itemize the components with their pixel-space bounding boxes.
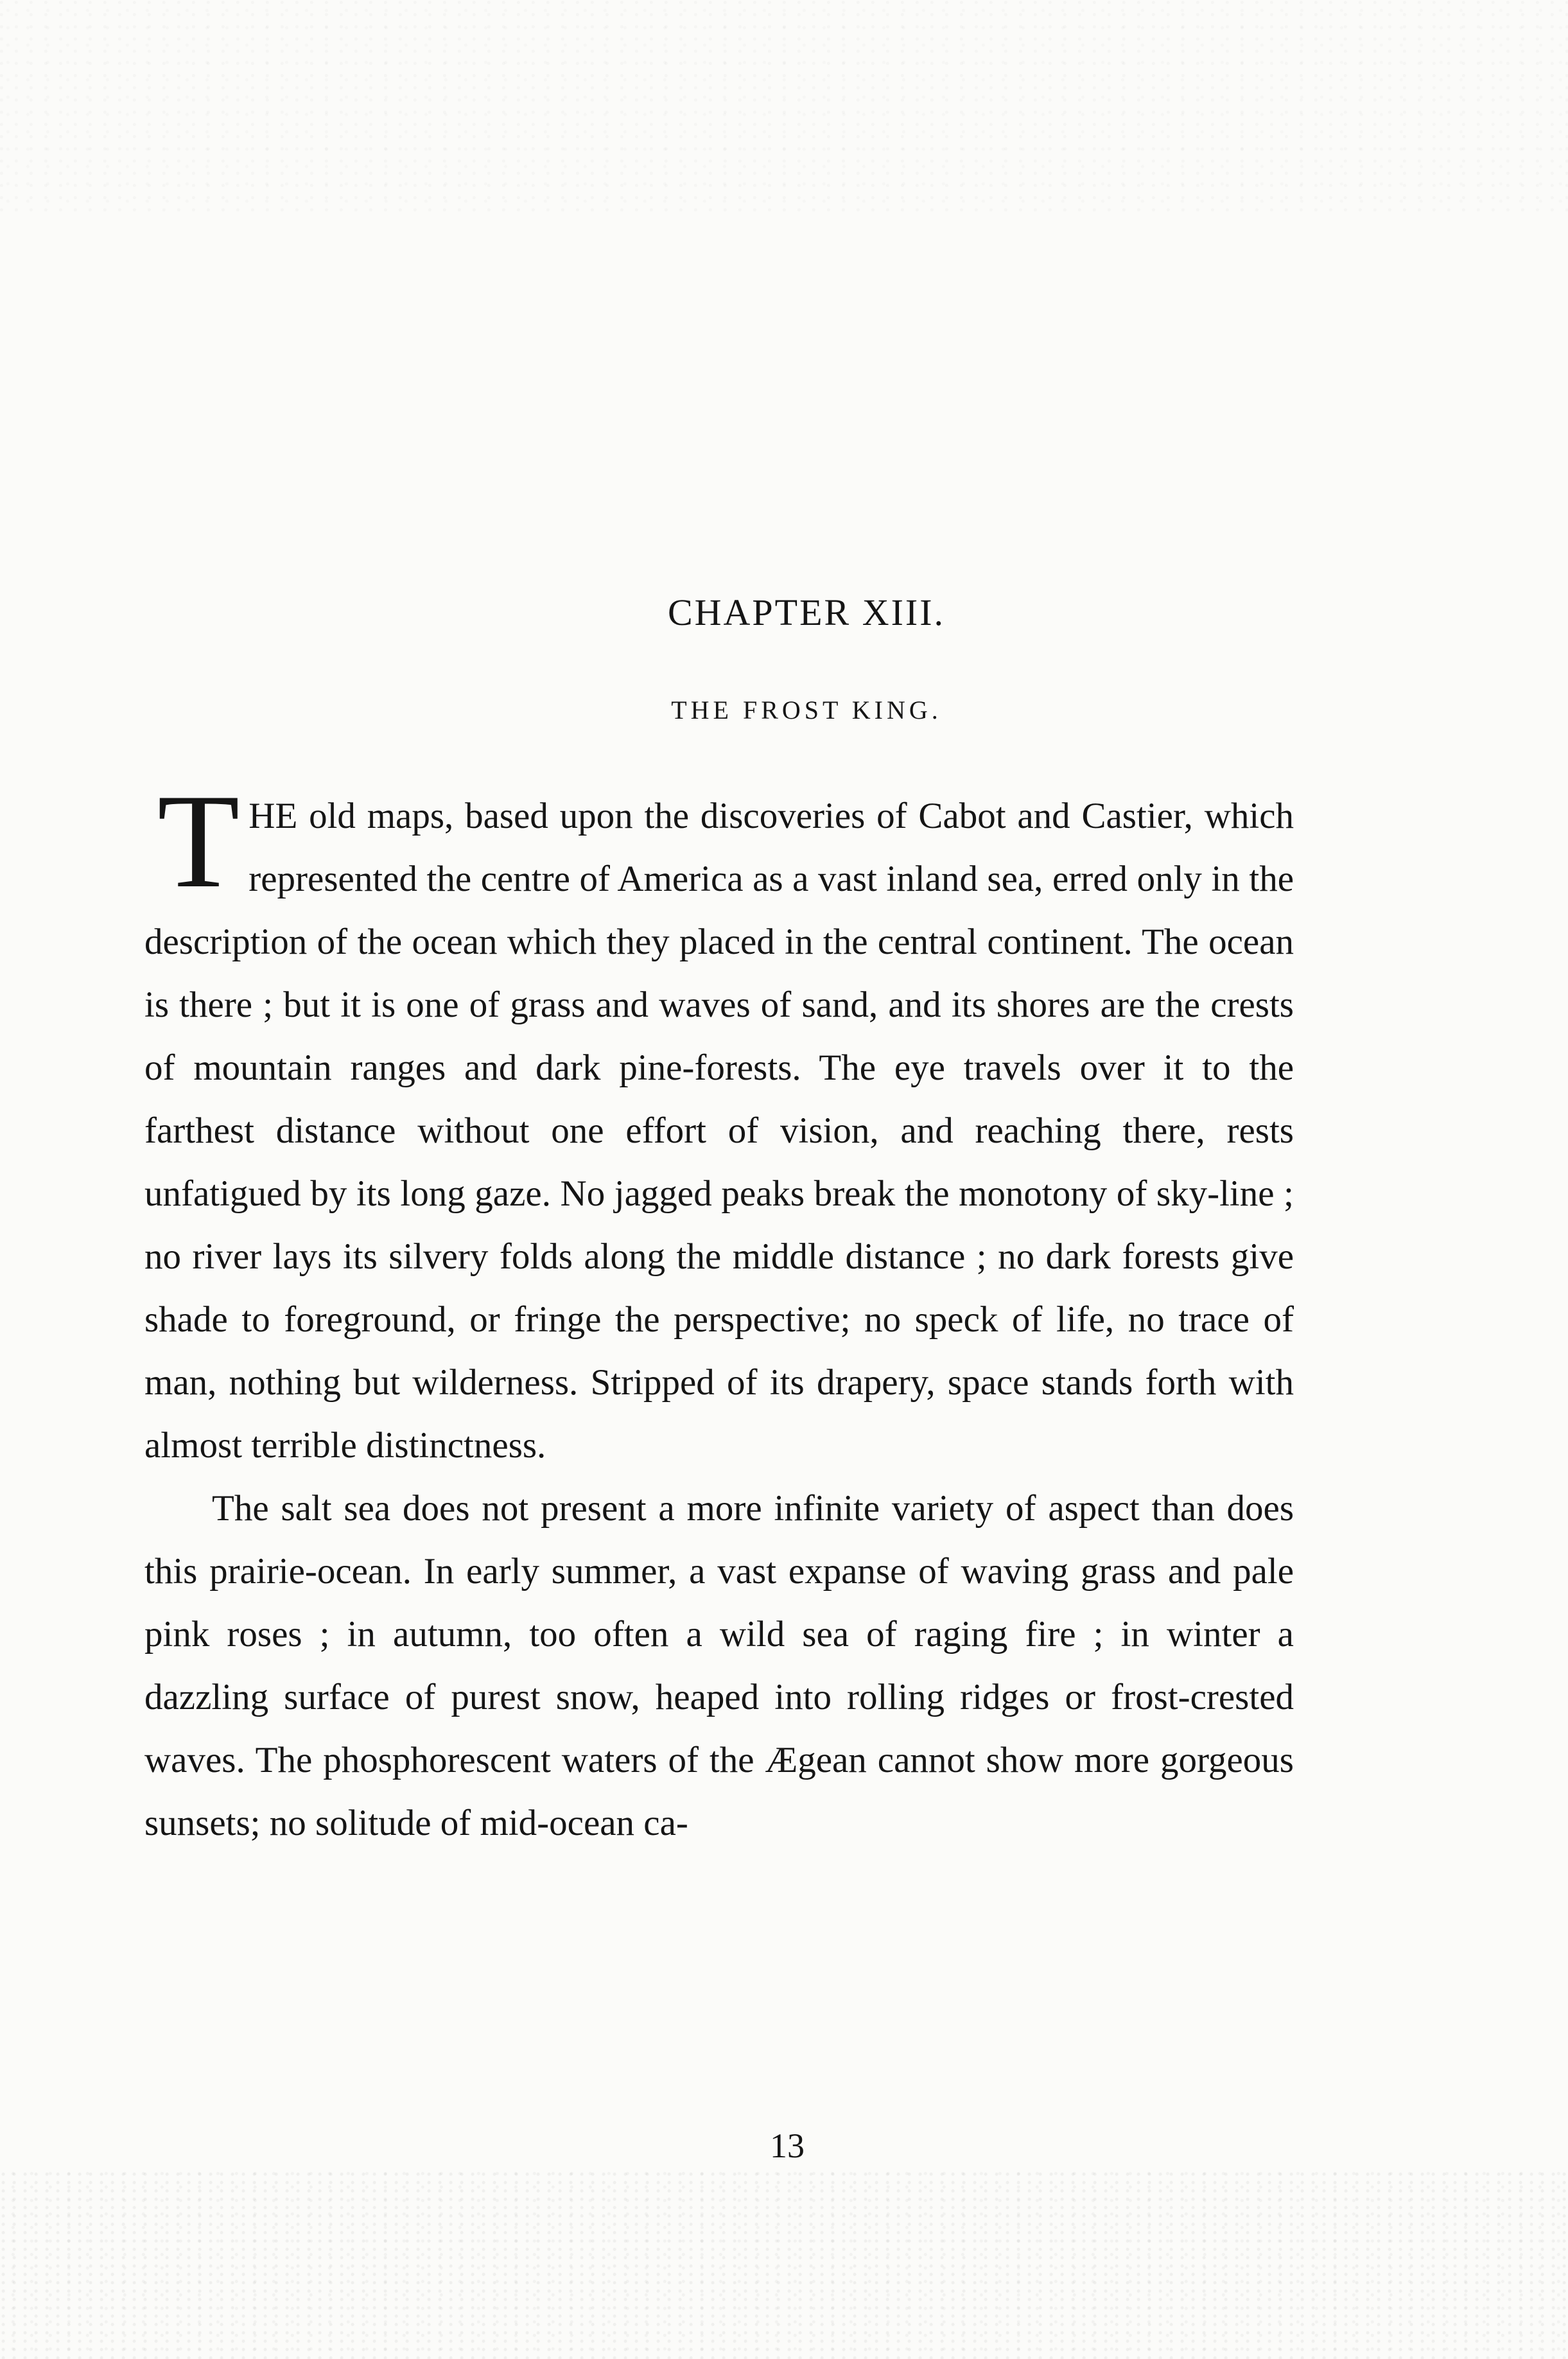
chapter-body	[144, 767, 1294, 1855]
page-scan-texture-bottom	[0, 2171, 1568, 2359]
drop-cap-initial: T	[157, 767, 240, 916]
chapter-title: CHAPTER XIII.	[667, 592, 946, 633]
paragraph-1	[144, 767, 1294, 1477]
paragraph-2: The salt sea does not present a more infinite variety of aspect than does this prairie-ocean. In early summer, a vast expanse of waving grass and pale pink roses ; in autumn, too often a wild sea of raging fire ; in winter a dazzling surface of purest snow, heaped into rolling ridges or frost-crested waves. The phosphorescent waters of the Ægean cannot show more gorgeous sunsets; no solitude of mid-ocean ca-	[144, 1488, 1294, 1843]
page-scan-texture-top	[0, 0, 1568, 212]
page-number: 13	[770, 2127, 805, 2165]
chapter-subtitle: THE FROST KING.	[671, 696, 942, 724]
paragraph-1-text: HE old maps, based upon the discoveries of Cabot and Castier, which represented the centre of America as a vast inland sea, erred only in the description of the ocean which they placed in the central continent. The ocean is there ; but it is one of grass and waves of sand, and its shores are the crests of mountain ranges and dark pine-forests. The eye travels over it to the farthest distance without one effort of vision, and reaching there, rests unfatigued by its long gaze. No jagged peaks break the monotony of sky-line ; no river lays its silvery folds along the middle distance ; no dark forests give shade to foreground, or fringe the perspective; no speck of life, no trace of man, nothing but wilderness. Stripped of its drapery, space stands forth with almost terrible distinctness.	[144, 796, 1294, 1466]
